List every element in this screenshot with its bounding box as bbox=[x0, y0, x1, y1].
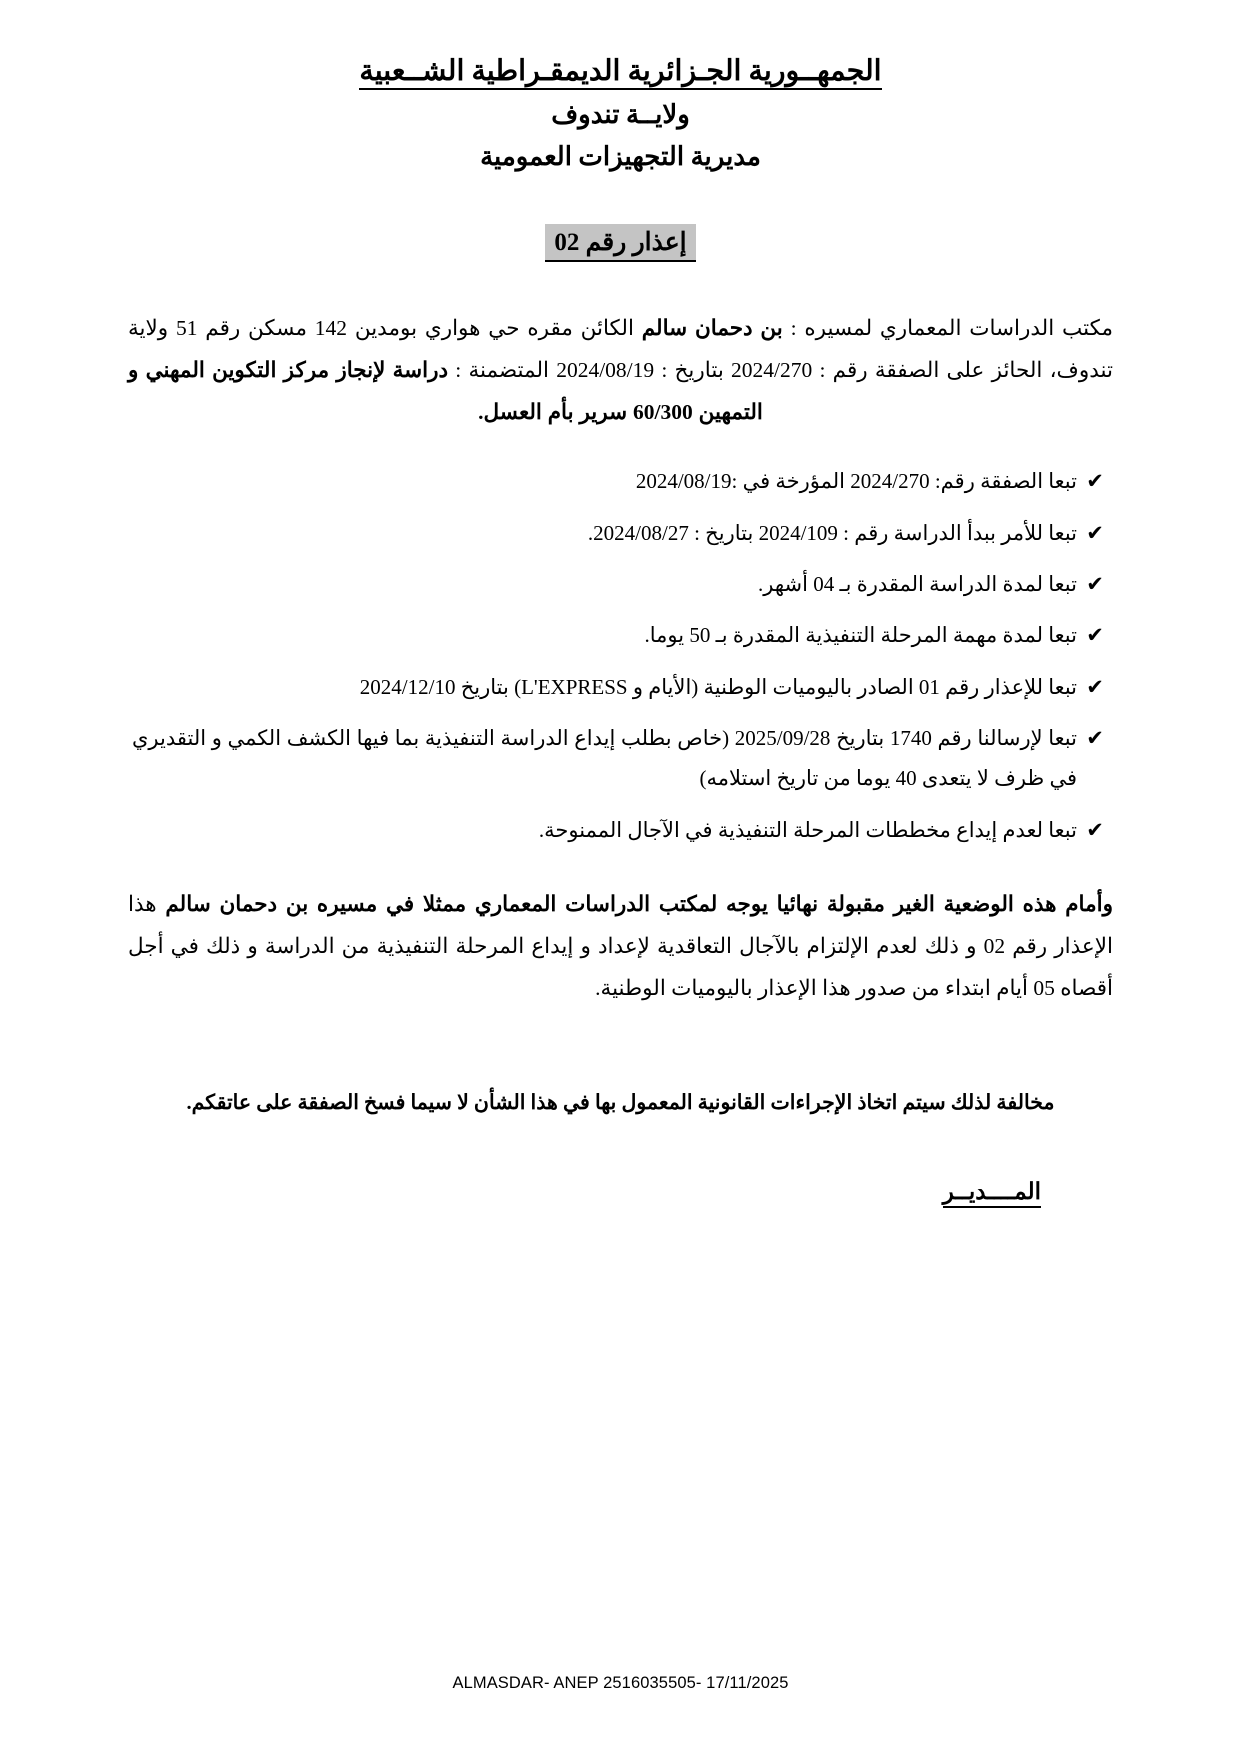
closing-segment-1: وأمام هذه الوضعية الغير مقبولة نهائيا يوجه لمكتب الدراسات المعماري ممثلا في مسيره bbox=[308, 891, 1113, 916]
legal-notice: مخالفة لذلك سيتم اتخاذ الإجراءات القانونية المعمول بها في هذا الشأن لا سيما فسخ الصفقة على عاتقكم. bbox=[186, 1091, 1055, 1114]
list-item-text: تبعا لعدم إيداع مخططات المرحلة التنفيذية في الآجال الممنوحة. bbox=[538, 817, 1077, 842]
list-item bbox=[128, 810, 1113, 850]
list-item bbox=[128, 461, 1113, 501]
list-item-text: تبعا لمدة مهمة المرحلة التنفيذية المقدرة بـ 50 يوما. bbox=[644, 623, 1077, 648]
list-item bbox=[128, 718, 1113, 799]
intro-segment-3: الكائن مقره حي هواري بومدين 142 مسكن رقم 51 ولاية تندوف، الحائز على الصفقة رقم : 2024/270 بتاريخ : 2024/08/19 المتضمنة : bbox=[128, 315, 1113, 382]
signature-title: المــــديــر bbox=[943, 1179, 1041, 1208]
list-item-text: تبعا لإرسالنا رقم 1740 بتاريخ 2025/09/28 (خاص بطلب إيداع الدراسة التنفيذية بما فيها الكشف الكمي و التقديري في ظرف لا يتعدى 40 يوما من تاريخ استلامه) bbox=[132, 726, 1077, 791]
check-icon: ✔ bbox=[1086, 520, 1104, 545]
check-icon: ✔ bbox=[1086, 572, 1104, 597]
letterhead bbox=[128, 52, 1113, 176]
intro-contractor-name: بن دحمان سالم bbox=[641, 315, 783, 340]
list-item-text: تبعا لمدة الدراسة المقدرة بـ 04 أشهر. bbox=[758, 572, 1077, 597]
intro-segment-1: مكتب الدراسات المعماري لمسيره : bbox=[782, 315, 1113, 340]
check-icon: ✔ bbox=[1086, 726, 1104, 751]
closing-contractor-name: بن دحمان سالم bbox=[165, 891, 309, 916]
list-item bbox=[128, 513, 1113, 553]
document-title: إعذار رقم 02 bbox=[545, 224, 695, 261]
letterhead-line-republic-text: الجمهــورية الجـزائرية الديمقـراطية الشــعبية bbox=[359, 56, 881, 90]
intro-paragraph bbox=[128, 308, 1113, 434]
check-icon: ✔ bbox=[1086, 674, 1104, 699]
letterhead-line-directorate: مديرية التجهيزات العمومية bbox=[480, 142, 761, 172]
closing-segment-3: هذا الإعذار رقم 02 و ذلك لعدم الإلتزام بالآجال التعاقدية لإعداد و إيداع المرحلة التنفيذية من الدراسة و ذلك في أجل أقصاه 05 أيام ابتداء من صدور هذا الإعذار باليوميات الوطنية. bbox=[128, 891, 1113, 1000]
letterhead-line-wilaya: ولايــة تندوف bbox=[551, 100, 690, 130]
document-title-wrapper bbox=[128, 224, 1113, 261]
check-icon: ✔ bbox=[1086, 623, 1104, 648]
list-item-text: تبعا الصفقة رقم: 2024/270 المؤرخة في :2024/08/19 bbox=[635, 469, 1077, 494]
signature-block bbox=[128, 1179, 1113, 1208]
list-item bbox=[128, 564, 1113, 604]
intro-project-description: دراسة لإنجاز مركز التكوين المهني و التمهين 60/300 سرير بأم العسل. bbox=[128, 357, 763, 424]
letterhead-line-republic bbox=[128, 52, 1113, 92]
list-item-text: تبعا للأمر ببدأ الدراسة رقم : 2024/109 بتاريخ : 2024/08/27. bbox=[587, 520, 1077, 545]
page-footer: ALMASDAR- ANEP 2516035505- 17/11/2025 bbox=[452, 1674, 789, 1692]
closing-paragraph bbox=[128, 884, 1113, 1010]
check-icon: ✔ bbox=[1086, 817, 1104, 842]
checklist bbox=[128, 461, 1113, 850]
list-item bbox=[128, 615, 1113, 655]
list-item-text: تبعا للإعذار رقم 01 الصادر باليوميات الوطنية (الأيام و L'EXPRESS) بتاريخ 2024/12/10 bbox=[359, 674, 1077, 699]
list-item bbox=[128, 667, 1113, 707]
check-icon: ✔ bbox=[1086, 469, 1104, 494]
